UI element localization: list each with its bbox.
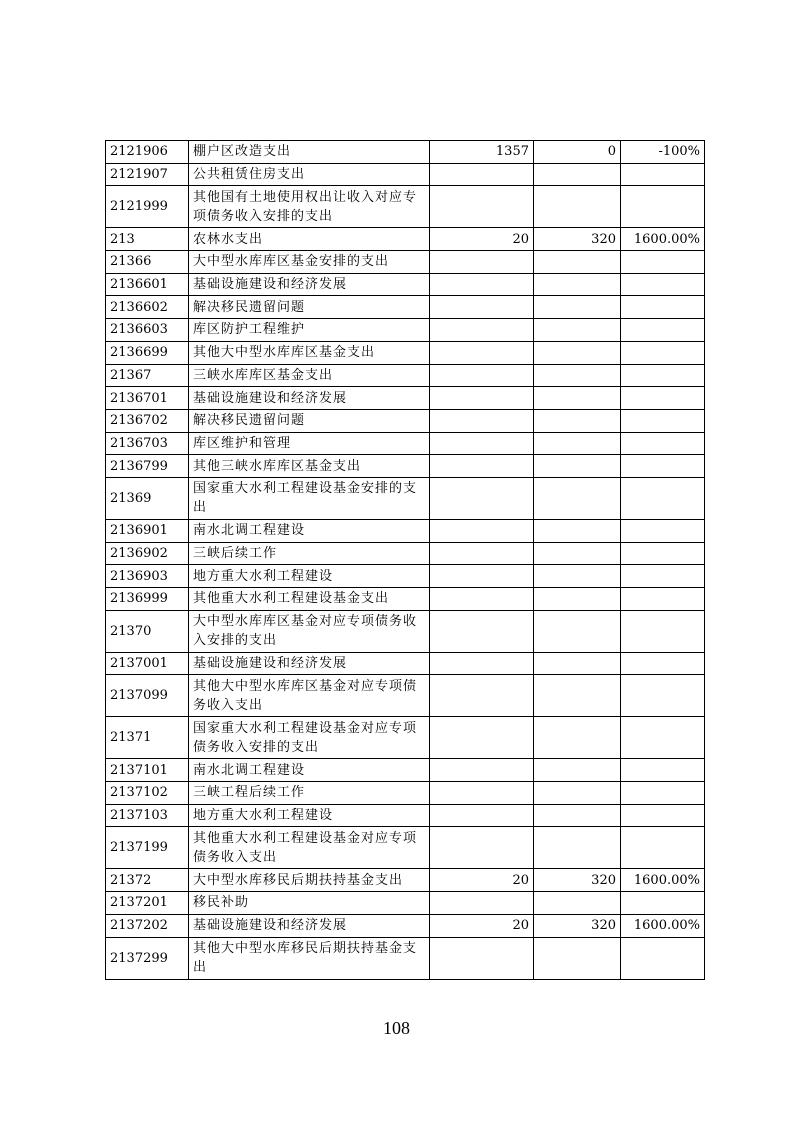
item-name-cell: 基础设施建设和经济发展	[189, 387, 430, 410]
value-2-cell	[534, 759, 621, 782]
change-rate-cell	[621, 163, 705, 186]
value-2-cell	[534, 782, 621, 805]
change-rate-cell: 1600.00%	[621, 228, 705, 251]
item-code-cell: 2136701	[106, 387, 189, 410]
table-row	[106, 782, 705, 805]
change-rate-cell	[621, 827, 705, 869]
value-2-cell	[534, 610, 621, 652]
item-code-cell: 2136702	[106, 409, 189, 432]
table-row	[106, 163, 705, 186]
item-code-cell: 2121907	[106, 163, 189, 186]
change-rate-cell	[621, 937, 705, 979]
item-code-cell: 21370	[106, 610, 189, 652]
value-2-cell	[534, 319, 621, 342]
table-row	[106, 827, 705, 869]
value-1-cell	[430, 364, 534, 387]
value-1-cell	[430, 804, 534, 827]
change-rate-cell	[621, 186, 705, 228]
table-row	[106, 273, 705, 296]
value-1-cell	[430, 163, 534, 186]
item-name-cell: 其他国有土地使用权出让收入对应专项债务收入安排的支出	[189, 186, 430, 228]
table-row	[106, 542, 705, 565]
table-row	[106, 364, 705, 387]
change-rate-cell	[621, 477, 705, 519]
value-2-cell	[534, 565, 621, 588]
item-name-cell: 基础设施建设和经济发展	[189, 652, 430, 675]
table-row	[106, 937, 705, 979]
item-code-cell: 21372	[106, 869, 189, 892]
table-row	[106, 565, 705, 588]
value-2-cell	[534, 432, 621, 455]
table-body	[106, 141, 705, 980]
table-row	[106, 804, 705, 827]
value-1-cell	[430, 759, 534, 782]
value-1-cell: 1357	[430, 141, 534, 164]
item-name-cell: 解决移民遗留问题	[189, 409, 430, 432]
value-1-cell: 20	[430, 869, 534, 892]
item-name-cell: 大中型水库库区基金对应专项债务收入安排的支出	[189, 610, 430, 652]
item-code-cell: 2136703	[106, 432, 189, 455]
change-rate-cell	[621, 782, 705, 805]
value-1-cell	[430, 251, 534, 274]
value-1-cell	[430, 542, 534, 565]
change-rate-cell	[621, 251, 705, 274]
change-rate-cell	[621, 610, 705, 652]
table-row	[106, 141, 705, 164]
value-1-cell	[430, 387, 534, 410]
item-name-cell: 解决移民遗留问题	[189, 296, 430, 319]
value-2-cell	[534, 341, 621, 364]
value-2-cell	[534, 519, 621, 542]
item-name-cell: 农林水支出	[189, 228, 430, 251]
table-row	[106, 717, 705, 759]
item-code-cell: 2136903	[106, 565, 189, 588]
value-2-cell: 320	[534, 914, 621, 937]
value-1-cell	[430, 588, 534, 611]
item-code-cell: 2137201	[106, 892, 189, 915]
value-1-cell	[430, 652, 534, 675]
item-name-cell: 公共租赁住房支出	[189, 163, 430, 186]
item-code-cell: 21366	[106, 251, 189, 274]
value-2-cell	[534, 652, 621, 675]
value-1-cell	[430, 319, 534, 342]
change-rate-cell	[621, 296, 705, 319]
value-1-cell	[430, 432, 534, 455]
item-name-cell: 大中型水库库区基金安排的支出	[189, 251, 430, 274]
table-row	[106, 455, 705, 478]
value-2-cell	[534, 675, 621, 717]
item-name-cell: 三峡水库库区基金支出	[189, 364, 430, 387]
table-row	[106, 759, 705, 782]
table-row	[106, 675, 705, 717]
item-code-cell: 2136603	[106, 319, 189, 342]
value-2-cell	[534, 892, 621, 915]
item-code-cell: 2137101	[106, 759, 189, 782]
value-2-cell	[534, 409, 621, 432]
table-row	[106, 409, 705, 432]
item-code-cell: 2136799	[106, 455, 189, 478]
item-name-cell: 库区维护和管理	[189, 432, 430, 455]
value-2-cell	[534, 937, 621, 979]
item-name-cell: 其他重大水利工程建设基金对应专项债务收入支出	[189, 827, 430, 869]
value-1-cell	[430, 296, 534, 319]
item-name-cell: 其他大中型水库库区基金对应专项债务收入支出	[189, 675, 430, 717]
change-rate-cell	[621, 409, 705, 432]
value-2-cell	[534, 296, 621, 319]
table-row	[106, 610, 705, 652]
table-row	[106, 869, 705, 892]
page-number: 108	[383, 1018, 410, 1038]
change-rate-cell	[621, 717, 705, 759]
value-1-cell	[430, 565, 534, 588]
change-rate-cell: -100%	[621, 141, 705, 164]
item-name-cell: 其他大中型水库库区基金支出	[189, 341, 430, 364]
change-rate-cell	[621, 273, 705, 296]
table-row	[106, 914, 705, 937]
value-2-cell	[534, 364, 621, 387]
item-code-cell: 21369	[106, 477, 189, 519]
change-rate-cell	[621, 652, 705, 675]
change-rate-cell	[621, 519, 705, 542]
value-2-cell	[534, 455, 621, 478]
table-row	[106, 519, 705, 542]
value-2-cell	[534, 542, 621, 565]
value-1-cell	[430, 341, 534, 364]
change-rate-cell	[621, 432, 705, 455]
item-code-cell: 21371	[106, 717, 189, 759]
value-1-cell	[430, 477, 534, 519]
value-1-cell	[430, 610, 534, 652]
item-name-cell: 移民补助	[189, 892, 430, 915]
value-1-cell	[430, 782, 534, 805]
value-1-cell: 20	[430, 914, 534, 937]
value-2-cell	[534, 163, 621, 186]
budget-table	[105, 140, 705, 980]
item-name-cell: 其他大中型水库移民后期扶持基金支出	[189, 937, 430, 979]
change-rate-cell	[621, 759, 705, 782]
item-code-cell: 2137202	[106, 914, 189, 937]
value-1-cell	[430, 519, 534, 542]
item-name-cell: 国家重大水利工程建设基金安排的支出	[189, 477, 430, 519]
value-2-cell	[534, 387, 621, 410]
table-row	[106, 892, 705, 915]
value-2-cell	[534, 827, 621, 869]
item-name-cell: 地方重大水利工程建设	[189, 565, 430, 588]
value-2-cell	[534, 477, 621, 519]
item-name-cell: 大中型水库移民后期扶持基金支出	[189, 869, 430, 892]
item-name-cell: 基础设施建设和经济发展	[189, 914, 430, 937]
change-rate-cell	[621, 542, 705, 565]
item-name-cell: 南水北调工程建设	[189, 759, 430, 782]
value-2-cell: 320	[534, 228, 621, 251]
value-2-cell: 0	[534, 141, 621, 164]
table-row	[106, 477, 705, 519]
table-row	[106, 251, 705, 274]
value-1-cell	[430, 937, 534, 979]
item-code-cell: 2136699	[106, 341, 189, 364]
table-row	[106, 228, 705, 251]
item-name-cell: 三峡工程后续工作	[189, 782, 430, 805]
item-code-cell: 2136999	[106, 588, 189, 611]
item-code-cell: 2136901	[106, 519, 189, 542]
change-rate-cell	[621, 364, 705, 387]
value-1-cell	[430, 186, 534, 228]
value-1-cell	[430, 892, 534, 915]
change-rate-cell	[621, 565, 705, 588]
change-rate-cell	[621, 892, 705, 915]
change-rate-cell	[621, 319, 705, 342]
item-code-cell: 2121999	[106, 186, 189, 228]
item-name-cell: 其他重大水利工程建设基金支出	[189, 588, 430, 611]
table-row	[106, 588, 705, 611]
value-2-cell	[534, 804, 621, 827]
value-1-cell: 20	[430, 228, 534, 251]
item-name-cell: 南水北调工程建设	[189, 519, 430, 542]
item-code-cell: 2137001	[106, 652, 189, 675]
value-2-cell	[534, 186, 621, 228]
value-1-cell	[430, 675, 534, 717]
value-1-cell	[430, 717, 534, 759]
change-rate-cell	[621, 341, 705, 364]
item-code-cell: 213	[106, 228, 189, 251]
table-row	[106, 652, 705, 675]
value-2-cell	[534, 251, 621, 274]
table-row	[106, 296, 705, 319]
item-code-cell: 2137299	[106, 937, 189, 979]
change-rate-cell	[621, 387, 705, 410]
value-2-cell: 320	[534, 869, 621, 892]
table-row	[106, 319, 705, 342]
value-2-cell	[534, 717, 621, 759]
item-code-cell: 2137099	[106, 675, 189, 717]
value-1-cell	[430, 409, 534, 432]
item-code-cell: 2136601	[106, 273, 189, 296]
item-code-cell: 2137102	[106, 782, 189, 805]
item-code-cell: 2137103	[106, 804, 189, 827]
change-rate-cell: 1600.00%	[621, 914, 705, 937]
change-rate-cell	[621, 804, 705, 827]
item-name-cell: 基础设施建设和经济发展	[189, 273, 430, 296]
change-rate-cell	[621, 675, 705, 717]
item-name-cell: 三峡后续工作	[189, 542, 430, 565]
item-name-cell: 其他三峡水库库区基金支出	[189, 455, 430, 478]
item-code-cell: 21367	[106, 364, 189, 387]
value-1-cell	[430, 273, 534, 296]
table-row	[106, 186, 705, 228]
table-row	[106, 341, 705, 364]
change-rate-cell: 1600.00%	[621, 869, 705, 892]
item-name-cell: 地方重大水利工程建设	[189, 804, 430, 827]
item-code-cell: 2136602	[106, 296, 189, 319]
item-code-cell: 2121906	[106, 141, 189, 164]
table-row	[106, 387, 705, 410]
table-row	[106, 432, 705, 455]
item-name-cell: 棚户区改造支出	[189, 141, 430, 164]
value-2-cell	[534, 273, 621, 296]
value-1-cell	[430, 827, 534, 869]
change-rate-cell	[621, 588, 705, 611]
item-name-cell: 国家重大水利工程建设基金对应专项债务收入安排的支出	[189, 717, 430, 759]
value-1-cell	[430, 455, 534, 478]
item-name-cell: 库区防护工程维护	[189, 319, 430, 342]
change-rate-cell	[621, 455, 705, 478]
value-2-cell	[534, 588, 621, 611]
item-code-cell: 2136902	[106, 542, 189, 565]
item-code-cell: 2137199	[106, 827, 189, 869]
